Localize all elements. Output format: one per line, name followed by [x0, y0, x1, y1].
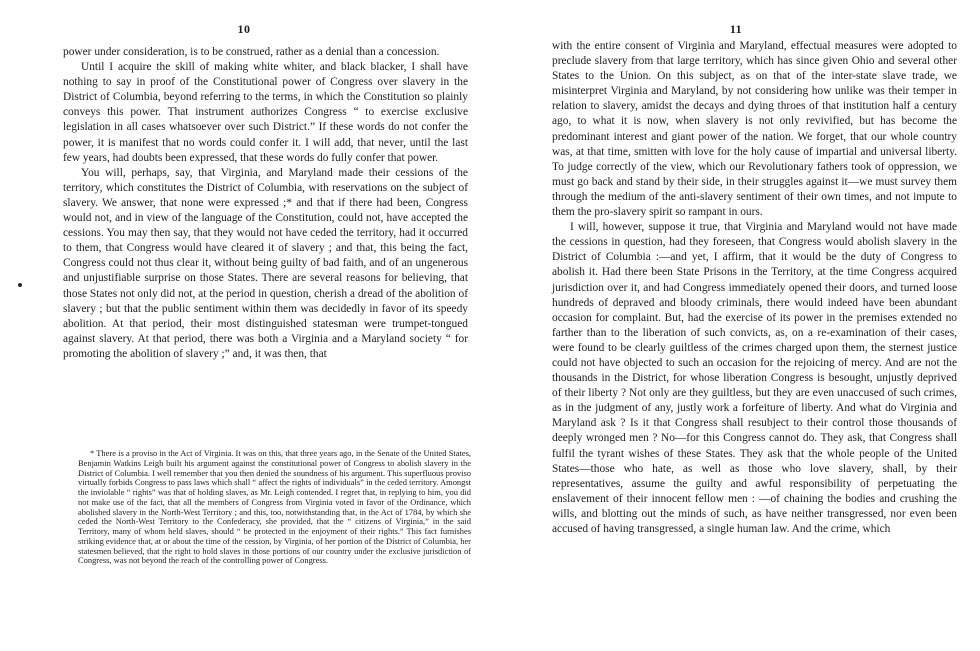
left-page-number: 10	[237, 22, 251, 36]
left-paragraph: power under consideration, is to be construed, rather as a denial than a concession.	[63, 46, 440, 58]
footnote: * There is a proviso in the Act of Virginia. It was on this, that three years ago, in the Senate of the United States, Benjamin Watkins Leigh built his argument against the constitutional power of Congress to abolish slavery in the District of Columbia. I well remember that you then denied the soundness of his argument. This superfluous proviso virtually forbids Congress to pass laws which shall “ affect the rights of individuals” in the ceded territory. Amongst the inviolable “ rights” was that of holding slaves, as Mr. Leigh contended. I regret that, in replying to him, you did not make use of the fact, that all the members of Congress from Virginia voted in favor of the Ordinance, which abolished slavery in the North-West Territory ; and this, too, notwithstanding that, in the Act of 1784, by which she ceded the North-West Territory to the Confederacy, she provided, that the “ citizens of Virginia,” in the said Territory, many of whom held slaves, should “ be protected in the enjoyment of their rights.” This fact furnishes striking evidence that, at or about the time of the cession, by Virginia, of her portion of the District of Columbia, her statesmen believed, that the right to hold slaves in those portions of our country under the exclusive jurisdiction of Congress, was not beyond the reach of the controlling power of Congress.	[78, 448, 471, 566]
left-body-text	[63, 45, 468, 362]
left-paragraph: You will, perhaps, say, that Virginia, and Maryland made their cessions of the territory, which constitutes the District of Columbia, with reservations on the subject of slavery. We answer, that none were expressed ;* and that if there had been, Congress would not, and in view of the language of the Constitution, could not, have accepted the cessions. You may then say, that they would not have ceded the territory, had it occurred to them, that Congress would have cleared it of slavery ; and that, this being the fact, Congress could not thus clear it, without being guilty of bad faith, and of an ungenerous and unjustifiable surprise on those States. There are several reasons for believing, that those States not only did not, at the period in question, cherish a dread of the abolition of slavery ; but that the public sentiment within them was decidedly in favor of its speedy abolition. At that period, their most distinguished statesman were trumpet-tongued against slavery. At that period, there was both a Virginia and a Maryland society “ for promoting the abolition of slavery ;” and, it was then, that	[63, 166, 468, 360]
right-paragraph: I will, however, suppose it true, that Virginia and Maryland would not have made the cessions in question, had they foreseen, that Congress would abolish slavery in the District of Columbia :—and yet, I affirm, that it would be the duty of Congress to abolish it. Had there been State Prisons in the Territory, at the time Congress acquired jurisdiction over it, and had Congress immediately opened their doors, and turned loose hundreds of depraved and bloody criminals, there would indeed have been abundant occasion for complaint. But, had the exercise of its power in the premises extended no farther than to the liberation of such convicts, as, on a re-examination of their cases, were found to be clearly guiltless of the crimes charged upon them, the sternest justice could not have objected to such an occasion for the rejoicing of mercy. And are not the thousands in the District, for whose liberation Congress is besought, unjustly deprived of their liberty ? Not only are they guiltless, but they are even unaccused of such crimes, as in the judgment of any, justly work a forfeiture of liberty. And what do Virginia and Maryland ask ? Is it that Congress shall resubject to their control those thousands of deeply wronged men ? No—for this Congress cannot do. They ask, that Congress shall fulfil the tyrant wishes of these States. They ask that the whole people of the United States—those who hate, as well as those who love slavery, shall, by their representatives, assume the guilty and awful responsibility of perpetuating the enslavement of their innocent fellow men : —of chaining the bodies and crushing the wills, and blotting out the minds of such, as have neither transgressed, nor even been accused of having transgressed, a single human law. And the crime, which	[552, 221, 957, 535]
right-page	[492, 0, 980, 651]
left-paragraph: Until I acquire the skill of making white whiter, and black blacker, I shall have nothing to say in proof of the Constitutional power of Congress over slavery in the District of Columbia, beyond referring to the terms, in which the Constitution so plainly conveys this power. That instrument authorizes Congress “ to exercise exclusive legislation in all cases whatsoever over such District.” If these words do not confer the power, it is manifest that no words could confer it. I will add, that never, until the last few years, had doubts been expressed, that these words do fully confer that power.	[63, 61, 468, 164]
margin-mark	[18, 283, 22, 287]
right-paragraph: with the entire consent of Virginia and Maryland, effectual measures were adopted to preclude slavery from that large territory, which has since given Ohio and several other States to the Union. On this subject, as on that of the inter-state slave trade, we misinterpret Virginia and Maryland, by not considering how unlike was their temper in relation to slavery, amidst the decays and dying throes of that institution half a century ago, to what it is now, when slavery is not only revivified, but has become the predominant interest and giant power of the nation. We forget, that our whole country was, at that time, smitten with love for the holy cause of impartial and universal liberty. To judge correctly of the view, which our Revolutionary fathers took of oppression, we must go back and stand by their side, in their struggles against it—we must survey them through the medium of the anti-slavery sentiment of their own times, and not impute to them the pro-slavery spirit so rampant in ours.	[552, 40, 957, 219]
right-body-text	[552, 39, 957, 537]
right-page-number: 11	[729, 22, 743, 36]
left-page	[0, 0, 488, 651]
